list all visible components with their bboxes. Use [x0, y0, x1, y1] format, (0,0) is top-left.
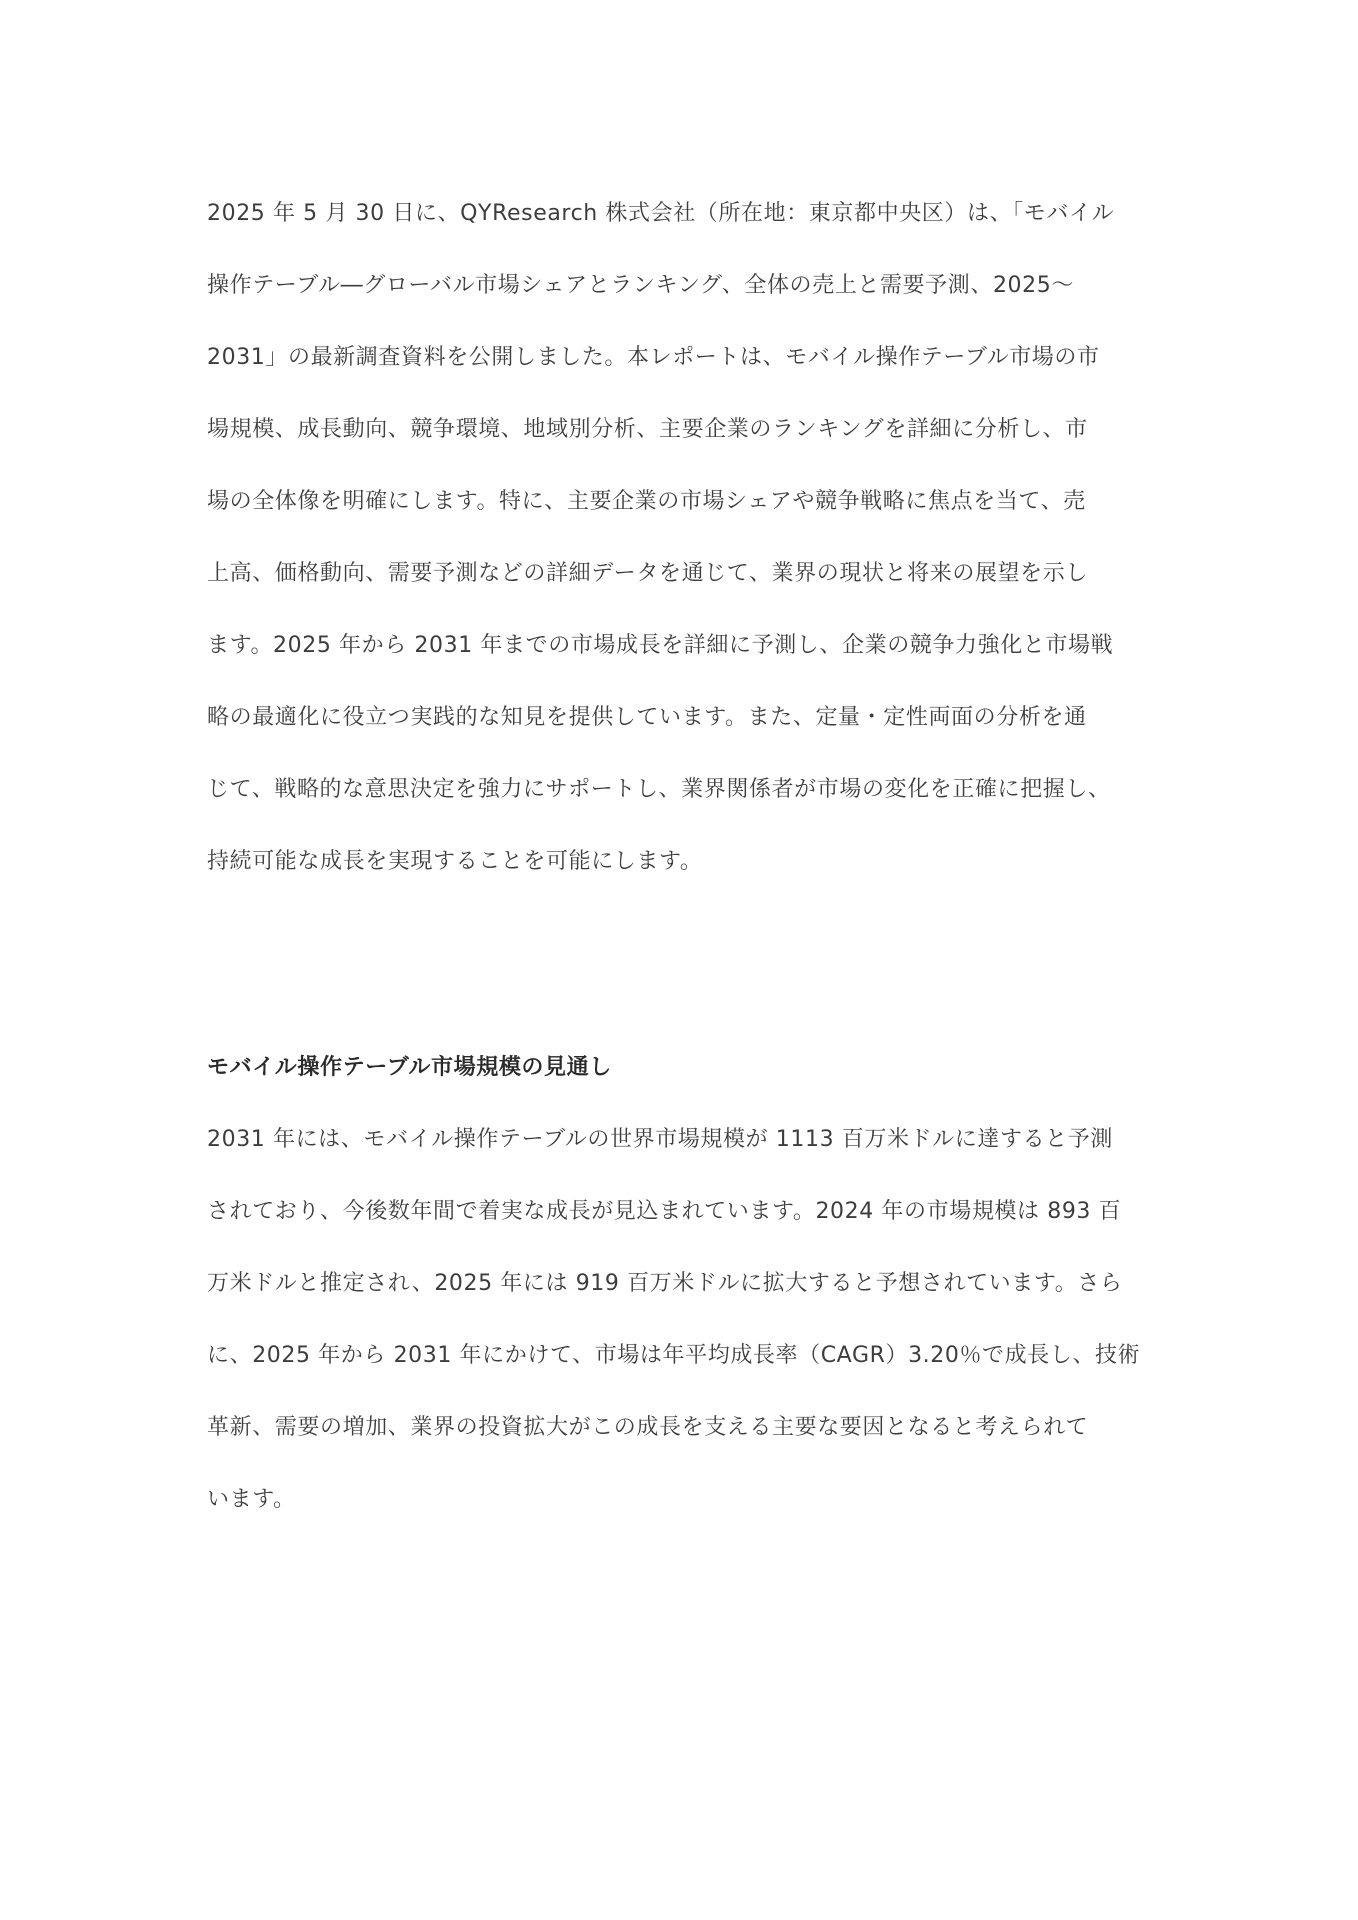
- paragraph-line: 2031」の最新調査資料を公開しました。本レポートは、モバイル操作テーブル市場の市: [207, 345, 1100, 370]
- paragraph-line: ます。2025 年から 2031 年までの市場成長を詳細に予測し、企業の競争力強化と市場戦: [207, 633, 1114, 658]
- document-body: [207, 178, 1167, 1536]
- paragraph-line: されており、今後数年間で着実な成長が見込まれています。2024 年の市場規模は 893 百: [207, 1199, 1122, 1224]
- intro-paragraph: [207, 178, 1167, 898]
- paragraph-line: 2025 年 5 月 30 日に、QYResearch 株式会社（所在地：東京都中央区）は、「モバイル: [207, 201, 1115, 226]
- paragraph-line: 持続可能な成長を実現することを可能にします。: [207, 849, 703, 874]
- paragraph-line: 万米ドルと推定され、2025 年には 919 百万米ドルに拡大すると予想されています。さら: [207, 1271, 1123, 1296]
- market-outlook-section: [207, 1032, 1167, 1536]
- section-spacer: [207, 898, 1167, 1032]
- paragraph-line: 上高、価格動向、需要予測などの詳細データを通じて、業界の現状と将来の展望を示し: [207, 561, 1088, 586]
- paragraph-line: に、2025 年から 2031 年にかけて、市場は年平均成長率（CAGR）3.20％で成長し、技術: [207, 1343, 1141, 1368]
- paragraph-line: 場の全体像を明確にします。特に、主要企業の市場シェアや競争戦略に焦点を当て、売: [207, 489, 1086, 514]
- paragraph-line: 場規模、成長動向、競争環境、地域別分析、主要企業のランキングを詳細に分析し、市: [207, 417, 1088, 442]
- paragraph-line: 操作テーブル―グローバル市場シェアとランキング、全体の売上と需要予測、2025～: [207, 273, 1074, 298]
- section-heading: モバイル操作テーブル市場規模の見通し: [207, 1055, 612, 1080]
- paragraph-line: 略の最適化に役立つ実践的な知見を提供しています。また、定量・定性両面の分析を通: [207, 705, 1087, 730]
- paragraph-line: じて、戦略的な意思決定を強力にサポートし、業界関係者が市場の変化を正確に把握し、: [207, 777, 1111, 802]
- paragraph-line: います。: [207, 1487, 296, 1512]
- paragraph-line: 革新、需要の増加、業界の投資拡大がこの成長を支える主要な要因となると考えられて: [207, 1415, 1089, 1440]
- paragraph-line: 2031 年には、モバイル操作テーブルの世界市場規模が 1113 百万米ドルに達すると予測: [207, 1127, 1113, 1152]
